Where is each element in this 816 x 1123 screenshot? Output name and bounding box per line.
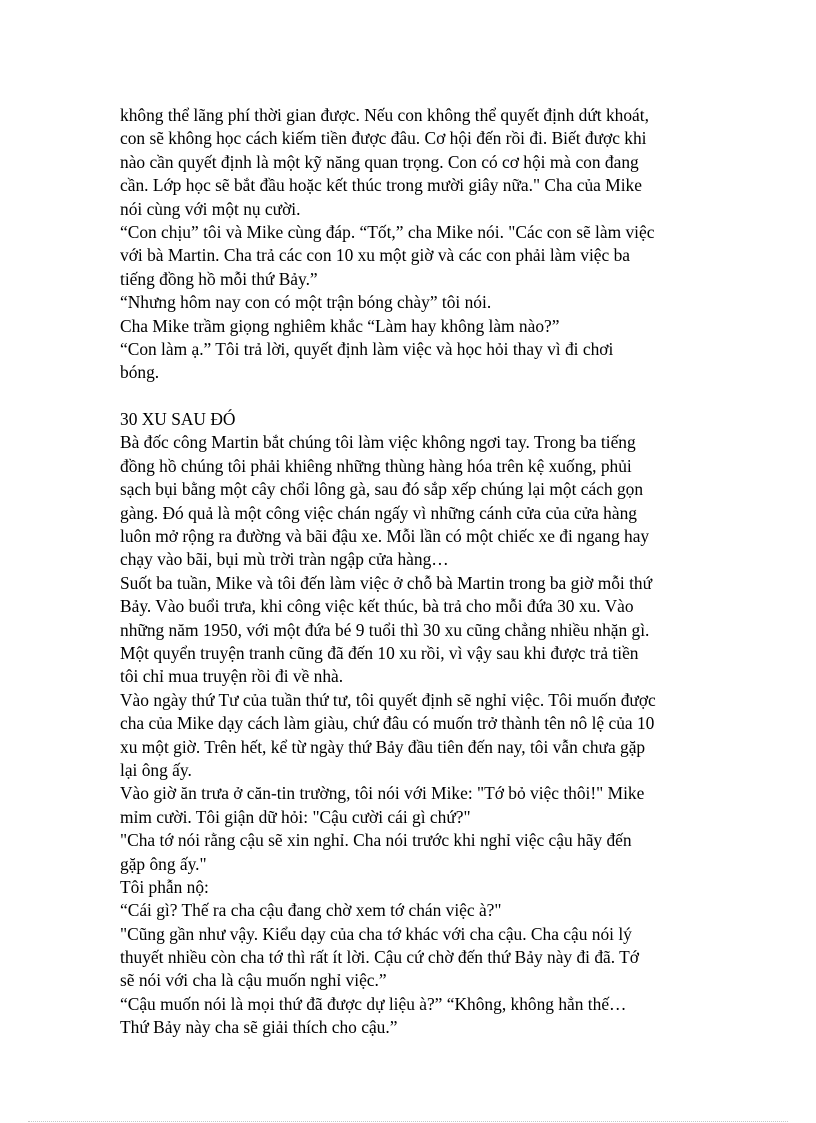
text-line: những năm 1950, với một đứa bé 9 tuổi thì 30 xu cũng chẳng nhiều nhặn gì. xyxy=(120,619,650,640)
text-line: cần. Lớp học sẽ bắt đầu hoặc kết thúc trong mười giây nữa." Cha của Mike xyxy=(120,175,642,196)
text-line: "Cũng gần như vậy. Kiểu dạy của cha tớ khác với cha cậu. Cha cậu nói lý xyxy=(120,923,632,944)
text-line: tôi chỉ mua truyện rồi đi về nhà. xyxy=(120,666,344,687)
text-line: “Nhưng hôm nay con có một trận bóng chày” tôi nói. xyxy=(120,292,492,313)
text-line: con sẽ không học cách kiếm tiền được đâu. Cơ hội đến rồi đi. Biết được khi xyxy=(120,128,647,149)
blank-line xyxy=(120,385,720,408)
text-line: Tôi phẫn nộ: xyxy=(120,876,209,897)
text-line: bóng. xyxy=(120,362,160,383)
text-line: “Cái gì? Thế ra cha cậu đang chờ xem tớ chán việc à?" xyxy=(120,900,502,921)
text-line: tiếng đồng hồ mỗi thứ Bảy.” xyxy=(120,268,318,289)
text-line: không thể lãng phí thời gian được. Nếu con không thể quyết định dứt khoát, xyxy=(120,105,649,125)
text-line: Thứ Bảy này cha sẽ giải thích cho cậu.” xyxy=(120,1017,398,1038)
text-line: gặp ông ấy." xyxy=(120,853,207,874)
page-bottom-rule xyxy=(28,1121,788,1122)
text-line: Cha Mike trầm giọng nghiêm khắc “Làm hay không làm nào?” xyxy=(120,315,560,336)
document-body xyxy=(120,104,720,1040)
text-line: với bà Martin. Cha trả các con 10 xu một giờ và các con phải làm việc ba xyxy=(120,245,630,266)
text-line: “Cậu muốn nói là mọi thứ đã được dự liệu à?” “Không, không hẳn thế… xyxy=(120,993,627,1014)
text-line: "Cha tớ nói rằng cậu sẽ xin nghỉ. Cha nói trước khi nghỉ việc cậu hãy đến xyxy=(120,830,632,851)
section-heading: 30 XU SAU ĐÓ xyxy=(120,409,236,430)
text-line: đồng hồ chúng tôi phải khiêng những thùng hàng hóa trên kệ xuống, phủi xyxy=(120,455,632,476)
text-line: luôn mở rộng ra đường và bãi đậu xe. Mỗi lần có một chiếc xe đi ngang hay xyxy=(120,526,650,547)
text-line: sạch bụi bằng một cây chổi lông gà, sau đó sắp xếp chúng lại một cách gọn xyxy=(120,479,644,500)
text-line: mỉm cười. Tôi giận dữ hỏi: "Cậu cười cái gì chứ?" xyxy=(120,806,471,827)
text-line: sẽ nói với cha là cậu muốn nghỉ việc.” xyxy=(120,970,387,991)
text-line: xu một giờ. Trên hết, kể từ ngày thứ Bảy đầu tiên đến nay, tôi vẫn chưa gặp xyxy=(120,736,646,757)
text-line: thuyết nhiều còn cha tớ thì rất ít lời. Cậu cứ chờ đến thứ Bảy này đi đã. Tớ xyxy=(120,947,639,968)
text-line: Vào ngày thứ Tư của tuần thứ tư, tôi quyết định sẽ nghỉ việc. Tôi muốn được xyxy=(120,689,656,710)
text-line: Bảy. Vào buổi trưa, khi công việc kết thúc, bà trả cho mỗi đứa 30 xu. Vào xyxy=(120,596,634,617)
text-line: chạy vào bãi, bụi mù trời tràn ngập cửa hàng… xyxy=(120,549,449,570)
text-line: “Con chịu” tôi và Mike cùng đáp. “Tốt,” cha Mike nói. "Các con sẽ làm việc xyxy=(120,221,655,242)
text-line: Bà đốc công Martin bắt chúng tôi làm việc không ngơi tay. Trong ba tiếng xyxy=(120,432,636,453)
text-line: nói cùng với một nụ cười. xyxy=(120,198,301,219)
text-line: gàng. Đó quả là một công việc chán ngấy vì những cánh cửa của cửa hàng xyxy=(120,502,637,523)
text-line: Một quyển truyện tranh cũng đã đến 10 xu rồi, vì vậy sau khi được trả tiền xyxy=(120,642,639,663)
text-line: lại ông ấy. xyxy=(120,759,192,780)
text-line: cha của Mike dạy cách làm giàu, chứ đâu có muốn trở thành tên nô lệ của 10 xyxy=(120,713,655,734)
text-line: nào cần quyết định là một kỹ năng quan trọng. Con có cơ hội mà con đang xyxy=(120,151,639,172)
text-line: Suốt ba tuần, Mike và tôi đến làm việc ở chỗ bà Martin trong ba giờ mỗi thứ xyxy=(120,572,653,593)
text-line: Vào giờ ăn trưa ở căn-tin trường, tôi nói với Mike: "Tớ bỏ việc thôi!" Mike xyxy=(120,783,645,804)
text-line: “Con làm ạ.” Tôi trả lời, quyết định làm việc và học hỏi thay vì đi chơi xyxy=(120,338,614,359)
